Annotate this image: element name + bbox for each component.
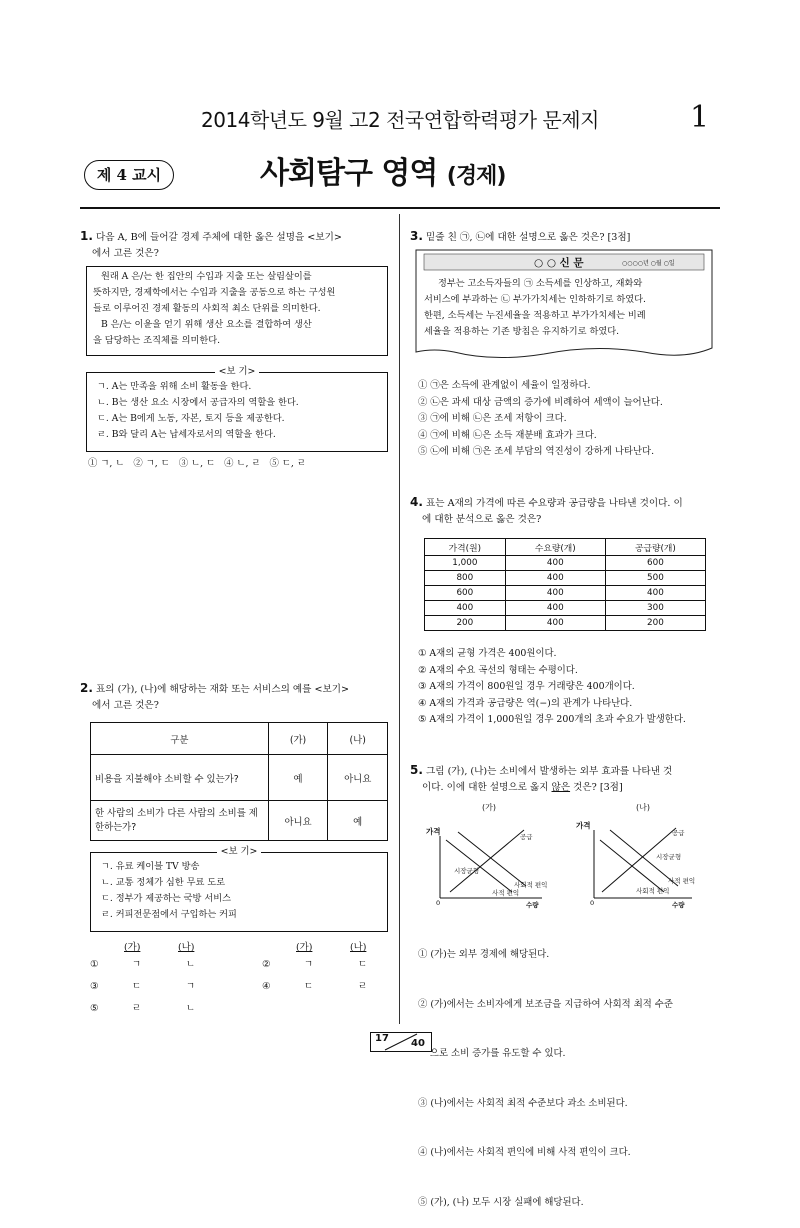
q2-cell: 예 (328, 801, 388, 841)
q2-bogi-item: ㄷ. 정부가 제공하는 국방 서비스 (101, 893, 231, 904)
q5-choice[interactable]: ① (가)는 외부 경제에 해당된다. (418, 949, 550, 960)
q3-choice[interactable]: ① ㉠은 소득에 관계없이 세율이 일정하다. (418, 380, 591, 391)
q1-stem-line2: 에서 고른 것은? (92, 248, 159, 259)
q3-choice[interactable]: ④ ㉠에 비해 ㉡은 소득 재분배 효과가 크다. (418, 429, 597, 441)
graph-a-ylabel: 가격 (426, 827, 441, 836)
q3-choice[interactable]: ⑤ ㉡에 비해 ㉠은 조세 부담의 역진성이 강하게 나타난다. (418, 446, 655, 457)
q3-choices[interactable] (418, 378, 718, 461)
graph-a-supply-label: 공급 (520, 833, 533, 841)
q2-answer-grid[interactable] (90, 940, 390, 1023)
q2-bogi-item: ㄹ. 커피전문점에서 구입하는 커피 (101, 909, 237, 920)
q4-cell: 400 (505, 616, 605, 631)
q2-bogi-item: ㄴ. 교통 정체가 심한 무료 도로 (101, 877, 226, 888)
q2-ans-val: ㄷ (358, 959, 368, 970)
news-title: ○ ○ 신 문 (534, 257, 584, 269)
q1-bogi-item: ㄹ. B와 달리 A는 납세자로서의 역할을 한다. (97, 429, 276, 440)
q4-cell: 200 (605, 616, 705, 631)
q5-stem-underlined: 않은 (551, 782, 571, 793)
q2-head-cell: (가) (268, 723, 328, 755)
question-5 (410, 762, 722, 796)
q5-choice[interactable]: ② (가)에서는 소비자에게 보조금을 지급하여 사회적 최적 수준 (418, 998, 673, 1010)
question-1 (80, 228, 392, 262)
page-current: 17 (375, 1033, 389, 1044)
q5-graph-b (572, 800, 722, 910)
q4-cell: 400 (605, 586, 705, 601)
q5-stem-line1: 그림 (가), (나)는 소비에서 발생하는 외부 효과를 나타낸 것 (425, 766, 673, 777)
q4-head-cell: 수요량(개) (505, 539, 605, 556)
q1-bogi-item: ㄱ. A는 만족을 위해 소비 활동을 한다. (97, 381, 252, 392)
q1-passage-box (86, 266, 388, 356)
q1-number: 1. (80, 229, 93, 243)
q2-ans-head: (나) (350, 942, 367, 953)
q4-number: 4. (410, 495, 423, 509)
q4-cell: 300 (605, 601, 705, 616)
q4-cell: 500 (605, 571, 705, 586)
q5-choice[interactable]: ⑤ (가), (나) 모두 시장 실패에 해당된다. (418, 1196, 584, 1208)
q3-stem: 밑줄 친 ㉠, ㉡에 대한 설명으로 옳은 것은? [3점] (425, 232, 631, 243)
question-4 (410, 494, 722, 528)
q4-cell: 200 (425, 616, 506, 631)
q2-ans-num: ③ (90, 981, 99, 992)
q1-bogi-item: ㄴ. B는 생산 요소 시장에서 공급자의 역할을 한다. (97, 397, 299, 408)
graph-a-social-label: 사회적 편익 (514, 881, 548, 889)
graph-b-label: (나) (636, 803, 650, 812)
q4-head-cell: 가격(원) (425, 539, 506, 556)
q2-cell: 한 사람의 소비가 다른 사람의 소비를 제한하는가? (91, 801, 269, 841)
q2-number: 2. (80, 681, 93, 695)
subject-main: 사회탐구 영역 (260, 156, 438, 191)
q2-ans-val: ㄹ (358, 981, 368, 992)
page-number: 1 (690, 100, 710, 135)
q2-bogi-item: ㄱ. 유료 케이블 TV 방송 (101, 861, 200, 872)
q1-passage-line: 들로 이루어진 경제 활동의 사회적 최소 단위를 의미한다. (93, 303, 321, 314)
q4-cell: 400 (505, 586, 605, 601)
graph-a-market-label: 시장균형 (454, 867, 480, 875)
q2-ans-val: ㄴ (186, 1003, 196, 1014)
q4-cell: 600 (425, 586, 506, 601)
q5-stem-b: 것은? [3점] (570, 782, 623, 793)
q2-ans-num: ② (262, 959, 271, 970)
graph-a-xlabel: 수량 (526, 901, 539, 909)
graph-b-origin: 0 (590, 899, 595, 907)
q1-passage-line: 을 담당하는 조직체를 의미한다. (93, 335, 221, 346)
q2-bogi-box (90, 846, 388, 932)
q2-ans-head: (가) (296, 942, 313, 953)
graph-a-label: (가) (482, 803, 496, 812)
q4-cell: 400 (505, 556, 605, 571)
q2-stem-line2: 에서 고른 것은? (92, 700, 159, 711)
question-2 (80, 680, 392, 714)
q2-head-cell: 구분 (91, 723, 269, 755)
graph-b-xlabel: 수량 (672, 901, 685, 909)
q1-bogi-label: <보 기> (215, 366, 260, 377)
q3-choice[interactable]: ③ ㉠에 비해 ㉡은 조세 저항이 크다. (418, 413, 567, 424)
page-total: 40 (411, 1038, 425, 1049)
q2-ans-val: ㄹ (132, 1003, 142, 1014)
q2-ans-head: (가) (124, 942, 141, 953)
header-rule (80, 207, 720, 209)
q1-stem-line1: 다음 A, B에 들어갈 경제 주체에 대한 옳은 설명을 <보기> (95, 232, 342, 243)
q1-bogi-item: ㄷ. A는 B에게 노동, 자본, 토지 등을 제공한다. (97, 413, 285, 424)
q5-choices[interactable] (418, 914, 728, 1228)
question-3 (410, 228, 722, 246)
q4-cell: 400 (425, 601, 506, 616)
graph-b-supply-label: 공급 (672, 829, 685, 837)
q5-stem-a: 이다. 이에 대한 설명으로 옳지 (422, 782, 552, 793)
q2-ans-val: ㄷ (304, 981, 314, 992)
news-line: 한편, 소득세는 누진세율을 적용하고 부가가치세는 비례 (424, 310, 646, 321)
q4-cell: 400 (505, 601, 605, 616)
news-line: 세율을 적용하는 기존 방침은 유지하기로 하였다. (424, 326, 620, 337)
graph-b-ylabel: 가격 (576, 821, 591, 830)
q5-choice[interactable]: ④ (나)에서는 사회적 편익에 비해 사적 편익이 크다. (418, 1147, 631, 1158)
q3-number: 3. (410, 229, 423, 243)
q2-cell: 아니요 (328, 755, 388, 801)
q4-head-cell: 공급량(개) (605, 539, 705, 556)
q2-table (90, 722, 388, 841)
q2-cell: 예 (268, 755, 328, 801)
news-date: ○○○○년 ○월 ○일 (622, 260, 675, 267)
page-counter (370, 1032, 432, 1052)
news-line: 서비스에 부과하는 ㉡ 부가가치세는 인하하기로 하였다. (424, 294, 646, 305)
q1-passage-line: 원래 A 은/는 한 집안의 수입과 지출 또는 살림살이를 (101, 271, 312, 282)
graph-a-private-label: 사적 편익 (492, 889, 520, 897)
q4-cell: 800 (425, 571, 506, 586)
subject-sub: (경제) (446, 164, 506, 189)
q2-head-cell: (나) (328, 723, 388, 755)
q5-choice-continuation: 으로 소비 증가를 유도할 수 있다. (418, 1048, 566, 1059)
q4-cell: 1,000 (425, 556, 506, 571)
q2-ans-val: ㄱ (132, 959, 142, 970)
q2-ans-head: (나) (178, 942, 195, 953)
q5-number: 5. (410, 763, 423, 777)
graph-b-social-label: 사회적 편익 (636, 887, 670, 895)
graph-a-social-line (458, 832, 526, 886)
q2-ans-val: ㄷ (132, 981, 142, 992)
graph-b-private-label: 사적 편익 (668, 877, 696, 885)
exam-title: 2014학년도 9월 고2 전국연합학력평가 문제지 (201, 108, 599, 132)
q3-newspaper (414, 248, 714, 363)
q4-stem-line1: 표는 A재의 가격에 따른 수요량과 공급량을 나타낸 것이다. 이 (425, 498, 683, 509)
q4-stem-line2: 에 대한 분석으로 옳은 것은? (422, 514, 542, 525)
q4-table (424, 538, 706, 631)
q5-graph-a (416, 800, 566, 910)
q2-bogi-label: <보 기> (217, 846, 262, 857)
q4-cell: 400 (505, 571, 605, 586)
graph-a-origin: 0 (436, 899, 441, 907)
q2-ans-val: ㄱ (186, 981, 196, 992)
period-badge: 제 4 교시 (84, 160, 174, 190)
q2-cell: 비용을 지불해야 소비할 수 있는가? (91, 755, 269, 801)
q4-choice[interactable]: ④ A재의 가격과 공급량은 역(−)의 관계가 나타난다. (418, 697, 633, 709)
subject-title (260, 148, 505, 192)
q2-ans-val: ㄱ (304, 959, 314, 970)
q5-choice[interactable]: ③ (나)에서는 사회적 최적 수준보다 과소 소비된다. (418, 1097, 628, 1109)
q2-ans-num: ⑤ (90, 1003, 99, 1014)
q4-choice[interactable]: ① A재의 균형 가격은 400원이다. (418, 648, 557, 659)
q4-choice[interactable]: ③ A재의 가격이 800원일 경우 거래량은 400개이다. (418, 681, 635, 692)
q4-cell: 600 (605, 556, 705, 571)
graph-a-supply-line (450, 830, 524, 892)
q4-choices[interactable] (418, 646, 728, 729)
q4-choice[interactable]: ⑤ A재의 가격이 1,000원일 경우 200개의 초과 수요가 발생한다. (418, 714, 686, 725)
q2-cell: 아니요 (268, 801, 328, 841)
q2-ans-num: ① (90, 959, 99, 970)
graph-a-axes (416, 800, 566, 910)
q3-choice[interactable]: ② ㉡은 과세 대상 금액의 증가에 비례하여 세액이 늘어난다. (418, 396, 663, 408)
q4-choice[interactable]: ② A재의 수요 곡선의 형태는 수평이다. (418, 664, 578, 676)
column-divider (399, 214, 400, 1024)
q1-passage-line: B 은/는 이윤을 얻기 위해 생산 요소를 결합하여 생산 (101, 319, 312, 330)
q2-ans-val: ㄴ (186, 959, 196, 970)
q1-choices[interactable]: ① ㄱ, ㄴ ② ㄱ, ㄷ ③ ㄴ, ㄷ ④ ㄴ, ㄹ ⑤ ㄷ, ㄹ (88, 458, 306, 469)
q1-bogi-box (86, 366, 388, 452)
q2-ans-num: ④ (262, 981, 271, 992)
news-body (424, 276, 706, 340)
q1-passage-line: 뜻하지만, 경제학에서는 수입과 지출을 공동으로 하는 구성원 (93, 287, 336, 298)
q2-stem-line1: 표의 (가), (나)에 해당하는 재화 또는 서비스의 예를 <보기> (95, 684, 350, 695)
graph-b-market-label: 시장균형 (656, 853, 682, 861)
news-line: 정부는 고소득자들의 ㉠ 소득세를 인상하고, 재화와 (438, 278, 643, 289)
